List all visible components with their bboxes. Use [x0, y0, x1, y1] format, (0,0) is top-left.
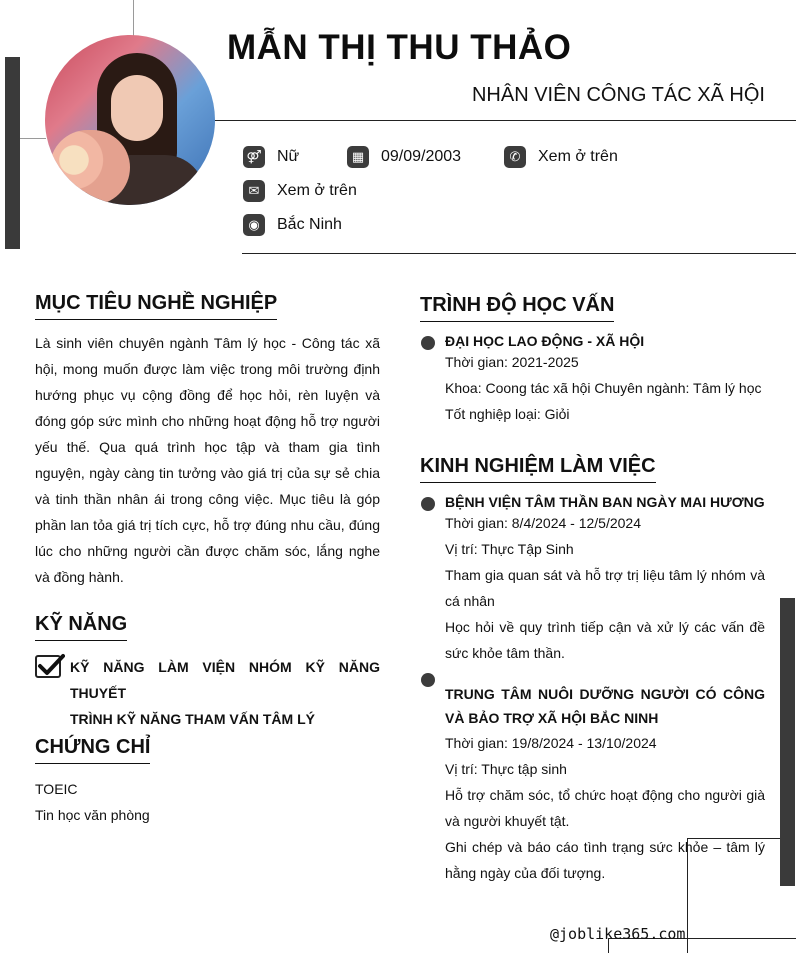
info-divider — [242, 253, 796, 254]
watermark-text: @joblike365.com — [550, 925, 686, 943]
job-1-desc-2: Học hỏi về quy trình tiếp cận và xử lý các vấn đề sức khỏe tâm thần. — [445, 619, 765, 661]
objective-heading: MỤC TIÊU NGHỀ NGHIỆP — [35, 292, 277, 320]
email-row — [243, 180, 357, 202]
header-divider — [215, 120, 796, 121]
school-name: ĐẠI HỌC LAO ĐỘNG - XÃ HỘI — [445, 333, 645, 349]
skills-heading: KỸ NĂNG — [35, 613, 127, 641]
job-1-title: BỆNH VIỆN TÂM THẦN BAN NGÀY MAI HƯƠNG — [445, 494, 765, 510]
phone-icon: ✆ — [504, 146, 526, 168]
calendar-icon: ▦ — [347, 146, 369, 168]
gender-value: Nữ — [277, 148, 300, 165]
certificates-heading: CHỨNG CHỈ — [35, 736, 150, 764]
job-2-title: TRUNG TÂM NUÔI DƯỠNG NGƯỜI CÓ CÔNG VÀ BẢO TRỢ XÃ HỘI BẮC NINH — [445, 686, 765, 726]
education-item — [445, 333, 765, 427]
gender-row — [243, 146, 299, 168]
checkbox-icon — [35, 653, 65, 684]
certificate-item: TOEIC — [35, 781, 78, 797]
education-faculty: Khoa: Coong tác xã hội Chuyên ngành: Tâm lý học — [445, 380, 762, 396]
job-1-position: Vị trí: Thực Tập Sinh — [445, 541, 574, 557]
left-decor-line — [20, 138, 46, 139]
job-1-desc-1: Tham gia quan sát và hỗ trợ trị liệu tâm lý nhóm và cá nhân — [445, 567, 765, 609]
education-grade: Tốt nghiệp loại: Giỏi — [445, 406, 570, 422]
job-1-time: Thời gian: 8/4/2024 - 12/5/2024 — [445, 515, 641, 531]
mail-icon: ✉ — [243, 180, 265, 202]
job-title: NHÂN VIÊN CÔNG TÁC XÃ HỘI — [471, 84, 765, 106]
skills-line-1: KỸ NĂNG LÀM VIỆN NHÓM KỸ NĂNG THUYẾT — [70, 659, 380, 701]
education-heading: TRÌNH ĐỘ HỌC VẤN — [420, 294, 614, 322]
job-2-desc-2: Ghi chép và báo cáo tình trạng sức khỏe – tâm lý hằng ngày của đối tượng. — [445, 839, 765, 881]
education-section — [420, 294, 614, 322]
timeline-bullet — [421, 497, 435, 511]
skills-section — [35, 613, 380, 641]
dob-value: 09/09/2003 — [381, 148, 462, 165]
phone-value: Xem ở trên — [538, 148, 618, 165]
phone-row — [504, 146, 618, 168]
job-2-desc-1: Hỗ trợ chăm sóc, tổ chức hoạt động cho người già và người khuyết tật. — [445, 787, 765, 829]
experience-item-1 — [445, 494, 765, 666]
experience-heading: KINH NGHIỆM LÀM VIỆC — [420, 455, 656, 483]
certificates-section — [35, 736, 150, 828]
experience-section — [420, 455, 656, 483]
experience-item-2 — [445, 682, 765, 886]
timeline-bullet — [421, 673, 435, 687]
job-2-time: Thời gian: 19/8/2024 - 13/10/2024 — [445, 735, 657, 751]
gender-icon: ⚤ — [243, 146, 265, 168]
skills-line-2: TRÌNH KỸ NĂNG THAM VẤN TÂM LÝ — [70, 711, 315, 727]
right-accent-bar — [780, 598, 795, 886]
avatar — [45, 35, 215, 205]
email-value: Xem ở trên — [277, 182, 357, 199]
job-2-position: Vị trí: Thực tập sinh — [445, 761, 567, 777]
timeline-bullet — [421, 336, 435, 350]
certificate-item: Tin học văn phòng — [35, 807, 150, 823]
objective-section — [35, 292, 380, 590]
left-accent-bar — [5, 57, 20, 249]
candidate-name: MẪN THỊ THU THẢO — [227, 28, 572, 67]
skills-list — [70, 654, 380, 732]
location-icon: ◉ — [243, 214, 265, 236]
top-decor-line — [133, 0, 134, 36]
dob-row — [347, 146, 461, 168]
address-row — [243, 214, 342, 236]
objective-text: Là sinh viên chuyên ngành Tâm lý học - Công tác xã hội, mong muốn được làm việc trong môi trường định hướng phục vụ cộng đồng để học hỏi, rèn luyện và đóng góp sức mình cho những hoạt động hỗ trợ người yếu thế. Qua quá trình học tập và tham gia tình nguyện, ngày càng tin tưởng vào giá trị của sự sẻ chia và tinh thần nhân ái trong công việc. Mục tiêu là góp phần lan tỏa giá trị tích cực, hỗ trợ đúng nhu cầu, đúng lúc cho những người cần được chăm sóc, lắng nghe và đồng hành. — [35, 335, 380, 585]
education-time: Thời gian: 2021-2025 — [445, 354, 579, 370]
address-value: Bắc Ninh — [277, 216, 342, 233]
